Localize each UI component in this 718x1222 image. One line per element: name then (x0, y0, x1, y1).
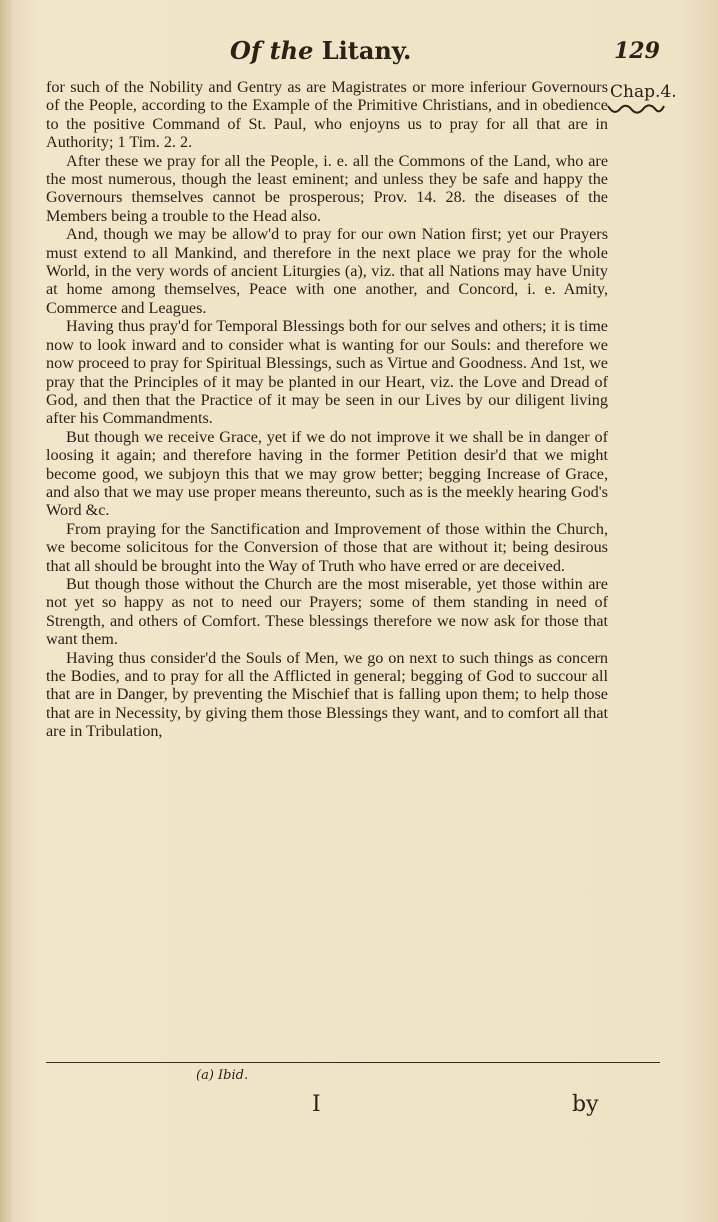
paragraph-8: Having thus consider'd the Souls of Men, we go on next to such things as concern the Bodies, and to pray for all the Afflicted in general; begging of God to succour all that are in Danger, by preventing the Mischief that is falling upon them; to help those that are in Necessity, by giving them those Blessings they want, and to comfort all that are in Tribulation, (46, 648, 608, 741)
paragraph-4: Having thus pray'd for Temporal Blessings both for our selves and others; it is time now to look inward and to consider what is wanting for our Souls: and therefore we now proceed to pray for Spiritual Blessings, such as Virtue and Goodness. And 1st, we pray that the Principles of it may be planted in our Heart, viz. the Love and Dread of God, and then that the Practice of it may be seen in our Lives by our diligent living after his Commandments. (46, 317, 608, 428)
signature-mark: I (312, 1092, 321, 1117)
footnote-rule (46, 1062, 660, 1063)
paragraph-7: But though those without the Church are the most miserable, yet those within are not yet so happy as not to need our Prayers; some of them standing in need of Strength, and others of Comfort. These blessings therefore we now ask for those that want them. (46, 574, 608, 649)
footnote: (a) Ibid. (196, 1068, 249, 1083)
chapter-margin-note: Chap.4. (610, 82, 677, 102)
paragraph-3: And, though we may be allow'd to pray for our own Nation first; yet our Prayers must extend to all Mankind, and therefore in the next place we pray for the whole World, in the very words of ancient Liturgies (a), viz. that all Nations may have Unity at home among themselves, Peace with one another, and Concord, i. e. Amity, Commerce and Leagues. (46, 225, 608, 317)
running-head-main: Litany. (321, 36, 412, 65)
running-head (230, 36, 411, 65)
body-text (46, 78, 608, 741)
paragraph-1: for such of the Nobility and Gentry as are Magistrates or more inferiour Governours of the People, according to the Example of the Primitive Christians, and in obedience to the positive Command of St. Paul, who enjoyns us to pray for all that are in Authority; 1 Tim. 2. 2. (46, 78, 608, 152)
catchword: by (572, 1092, 599, 1117)
paragraph-5: But though we receive Grace, yet if we do not improve it we shall be in danger of loosing it again; and therefore having in the former Petition desir'd that we might become good, we subjoyn this that we may grow better; begging Increase of Grace, and also that we may use proper means thereunto, such as is the meekly hearing God's Word &c. (46, 427, 608, 520)
paragraph-6: From praying for the Sanctification and Improvement of those within the Church, we become solicitous for the Conversion of those that are without it; being desirous that all should be brought into the Way of Truth who have erred or are deceived. (46, 519, 608, 575)
running-head-prefix: Of the (230, 36, 314, 65)
page-header (0, 36, 718, 76)
paragraph-2: After these we pray for all the People, i. e. all the Commons of the Land, who are the most numerous, though the least eminent; and unless they be safe and happy the Governours themselves cannot be prosperous; Prov. 14. 28. the diseases of the Members being a trouble to the Head also. (46, 151, 608, 225)
ornament-icon (606, 102, 666, 116)
page-number: 129 (614, 38, 660, 64)
